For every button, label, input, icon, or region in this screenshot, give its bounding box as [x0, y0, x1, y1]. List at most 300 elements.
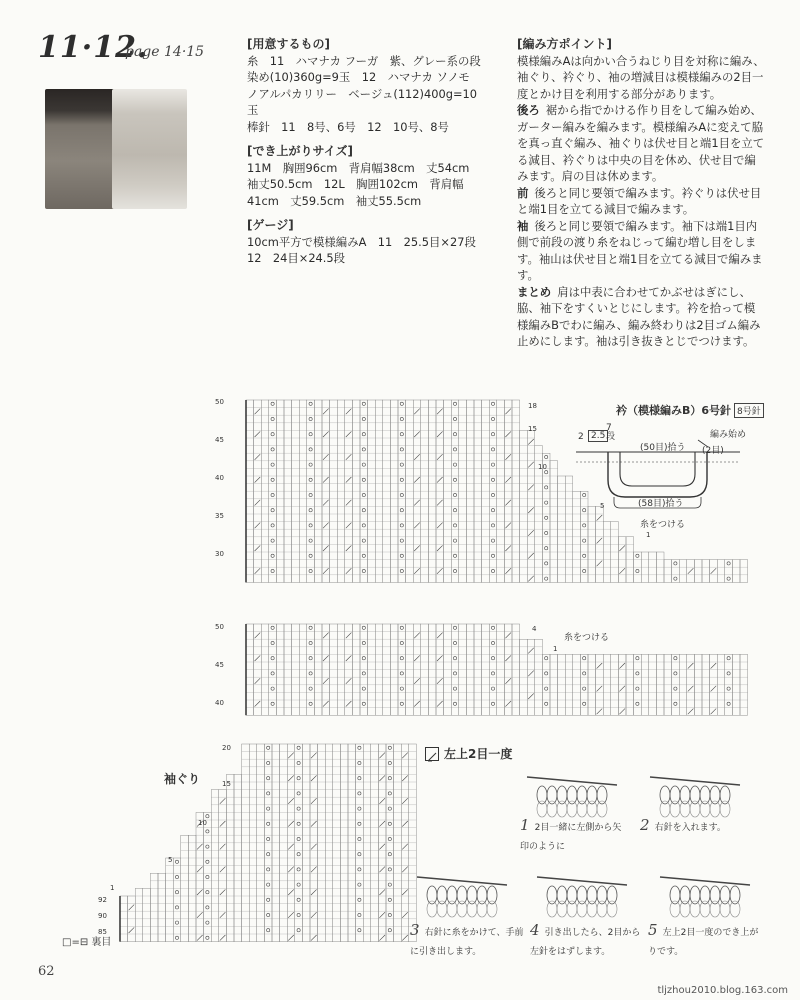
- stitch-mark: [453, 478, 456, 481]
- stitch-mark: [636, 687, 639, 690]
- stitch-mark: [505, 431, 511, 437]
- knit-loop: [577, 901, 587, 917]
- stitch-mark: [437, 477, 443, 483]
- stitch-mark: [727, 657, 730, 660]
- step-text: 右針に糸をかけて、手前に引き出します。: [410, 928, 524, 957]
- stitch-mark: [311, 889, 317, 895]
- stitch-mark: [323, 431, 329, 437]
- right-label: 18: [528, 402, 537, 410]
- stitch-mark: [505, 568, 511, 574]
- stitch-mark: [453, 626, 456, 629]
- stitch-mark: [271, 524, 274, 527]
- stitch-mark: [437, 678, 443, 684]
- stitch-mark: [453, 672, 456, 675]
- stitch-mark: [346, 523, 352, 529]
- knit-loop: [710, 901, 720, 917]
- stitch-mark: [545, 501, 548, 504]
- stitch-mark: [358, 868, 361, 871]
- step-text: 2目一緒に左側から矢印のように: [520, 823, 622, 852]
- left-label: 92: [98, 896, 107, 904]
- stitch-mark: [402, 889, 408, 895]
- row-label: 40: [215, 699, 224, 707]
- stitch-mark: [437, 655, 443, 661]
- row-label: 50: [215, 398, 224, 406]
- stitch-mark: [400, 626, 403, 629]
- stitch-mark: [528, 648, 534, 654]
- pattern-number: 11·12.: [38, 30, 149, 65]
- stitch-mark: [358, 913, 361, 916]
- right-label: 4: [532, 625, 537, 633]
- row-label: 45: [215, 436, 224, 444]
- stitch-mark: [220, 889, 226, 895]
- grid-column: [166, 858, 174, 942]
- stitch-mark: [362, 672, 365, 675]
- knit-loop: [467, 901, 477, 917]
- stitch-mark: [727, 562, 730, 565]
- stitch-mark: [297, 822, 300, 825]
- row-label: 45: [215, 661, 224, 669]
- chart2-note: 糸をつける: [564, 633, 610, 643]
- stitch-mark: [362, 402, 365, 405]
- stitch-mark: [528, 693, 534, 699]
- stitch-mark: [545, 687, 548, 690]
- stitch-mark: [323, 655, 329, 661]
- stitch-mark: [545, 657, 548, 660]
- left-label: 85: [98, 928, 107, 936]
- stitch-mark: [388, 883, 391, 886]
- stitch-mark: [267, 929, 270, 932]
- stitch-mark: [362, 626, 365, 629]
- stitch-mark: [400, 463, 403, 466]
- stitch-mark: [453, 569, 456, 572]
- stitch-mark: [267, 746, 270, 749]
- stitch-mark: [346, 409, 352, 415]
- stitch-mark: [362, 657, 365, 660]
- stitch-mark: [402, 821, 408, 827]
- stitch-mark: [362, 569, 365, 572]
- stitch-mark: [674, 687, 677, 690]
- stitch-mark: [597, 709, 603, 715]
- stitch-mark: [267, 853, 270, 856]
- stitch-mark: [491, 641, 494, 644]
- stitch-mark: [400, 493, 403, 496]
- grid-column: [702, 560, 710, 583]
- size-line: 袖丈50.5cm 12L 胸囲102cm 背肩幅: [247, 177, 464, 191]
- point-text: 後ろと同じ要領で編みます。衿ぐりは伏せ目と端1目を立てる減目で編みます。: [517, 185, 762, 216]
- stitch-mark: [636, 672, 639, 675]
- stitch-mark: [636, 554, 639, 557]
- stitch-mark: [597, 686, 603, 692]
- stitch-mark: [346, 431, 352, 437]
- stitch-mark: [583, 524, 586, 527]
- stitch-mark: [267, 898, 270, 901]
- knit-loop: [700, 901, 710, 917]
- stitch-mark: [309, 509, 312, 512]
- stitch-guide-heading: 左上2目一度: [444, 747, 513, 761]
- knit-loop: [720, 901, 730, 917]
- stitch-mark: [255, 477, 261, 483]
- stitch-mark: [255, 701, 261, 707]
- stitch-mark: [297, 761, 300, 764]
- stitch-mark: [255, 523, 261, 529]
- stitch-mark: [453, 641, 456, 644]
- stitch-mark: [323, 477, 329, 483]
- stitch-mark: [491, 672, 494, 675]
- stitch-mark: [597, 515, 603, 521]
- stitch-mark: [437, 409, 443, 415]
- stitch-mark: [597, 663, 603, 669]
- stitch-mark: [491, 417, 494, 420]
- stitch-mark: [309, 493, 312, 496]
- knit-loop: [547, 901, 557, 917]
- stitch-mark: [311, 753, 317, 759]
- stitch-mark: [271, 702, 274, 705]
- point-key: 袖: [517, 218, 529, 233]
- knit-loop: [447, 901, 457, 917]
- gauge-line: 10cm平方で模様編みA 11 25.5目×27段: [247, 234, 476, 249]
- point-key: 前: [517, 185, 529, 200]
- stitch-mark: [437, 523, 443, 529]
- materials-line: 糸 11 ハマナカ フーガ 紫、グレー系の段: [247, 53, 481, 68]
- row-label: 30: [215, 550, 224, 558]
- stitch-mark: [400, 478, 403, 481]
- stitch-mark: [711, 709, 717, 715]
- stitch-mark: [297, 898, 300, 901]
- stitch-mark: [674, 672, 677, 675]
- stitch-mark: [323, 701, 329, 707]
- grid-column: [196, 812, 204, 941]
- stitch-mark: [688, 709, 694, 715]
- stitch-mark: [379, 912, 385, 918]
- grid-column: [725, 560, 733, 583]
- point-key: 後ろ: [517, 103, 540, 117]
- stitch-mark: [309, 478, 312, 481]
- stitch-mark: [362, 448, 365, 451]
- stitch-mark: [323, 633, 329, 639]
- stitch-mark: [491, 493, 494, 496]
- stitch-mark: [583, 493, 586, 496]
- point-text: 模様編みAは向かい合うねじり目を対称に編み、袖ぐり、衿ぐり、袖の増減目は模様編みの2目一度とかけ目を利用する部分があります。: [517, 53, 765, 101]
- row-label: 35: [215, 512, 224, 520]
- materials-line: ノアルパカリリー ベージュ(112)400g=10: [247, 86, 478, 101]
- stitch-mark: [453, 417, 456, 420]
- stitch-mark: [388, 777, 391, 780]
- grid-column: [732, 560, 740, 583]
- stitch-mark: [379, 935, 385, 941]
- materials-line: 玉: [247, 103, 259, 117]
- stitch-mark: [297, 929, 300, 932]
- stitch-mark: [129, 905, 135, 911]
- grid-column: [542, 453, 550, 582]
- step-2: [640, 815, 750, 834]
- stitch-mark: [636, 657, 639, 660]
- stitch-mark: [505, 633, 511, 639]
- chart3-title: 袖ぐり: [164, 772, 201, 786]
- stitch-mark: [297, 746, 300, 749]
- stitch-mark: [362, 433, 365, 436]
- stitch-mark: [491, 702, 494, 705]
- stitch-mark: [545, 486, 548, 489]
- stitch-mark: [346, 477, 352, 483]
- stitch-mark: [346, 701, 352, 707]
- stitch-mark: [288, 912, 294, 918]
- row-label: 40: [215, 474, 224, 482]
- stitch-mark: [636, 569, 639, 572]
- stitch-mark: [358, 837, 361, 840]
- stitch-mark: [309, 417, 312, 420]
- stitch-mark: [220, 935, 226, 941]
- materials-line: 染め(10)360g=9玉 12 ハマナカ ソノモ: [247, 70, 470, 84]
- stitch-mark: [323, 500, 329, 506]
- step-number: 1: [520, 816, 530, 834]
- stitch-mark: [711, 663, 717, 669]
- stitch-mark: [453, 524, 456, 527]
- stitch-mark: [491, 448, 494, 451]
- stitch-mark: [267, 807, 270, 810]
- stitch-mark: [271, 641, 274, 644]
- stitch-mark: [309, 672, 312, 675]
- stitch-mark: [453, 657, 456, 660]
- stitch-mark: [297, 913, 300, 916]
- grid-column: [150, 873, 158, 941]
- stitch-mark: [309, 463, 312, 466]
- stitch-mark: [583, 554, 586, 557]
- size-line: 41cm 丈59.5cm 袖丈55.5cm: [247, 193, 422, 208]
- stitch-mark: [619, 686, 625, 692]
- materials-line: 棒針 11 8号、6号 12 10号、8号: [247, 119, 449, 134]
- stitch-mark: [674, 577, 677, 580]
- stitch-mark: [453, 433, 456, 436]
- collar-needle-box: 8号針: [734, 403, 764, 418]
- knit-loop: [680, 901, 690, 917]
- stitch-mark: [309, 626, 312, 629]
- stitch-mark: [388, 746, 391, 749]
- stitch-mark: [583, 672, 586, 675]
- stitch-mark: [491, 539, 494, 542]
- stitch-mark: [271, 402, 274, 405]
- stitch-mark: [175, 906, 178, 909]
- stitch-mark: [619, 568, 625, 574]
- stitch-mark: [545, 547, 548, 550]
- stitch-mark: [437, 431, 443, 437]
- stitch-mark: [206, 860, 209, 863]
- stitch-mark: [528, 439, 534, 445]
- stitch-mark: [271, 493, 274, 496]
- stitch-mark: [175, 875, 178, 878]
- stitch-mark: [619, 663, 625, 669]
- stitch-mark: [255, 655, 261, 661]
- stitch-mark: [358, 777, 361, 780]
- stitch-mark: [358, 883, 361, 886]
- stitch-mark: [402, 798, 408, 804]
- stitch-mark: [379, 867, 385, 873]
- stitch-mark: [402, 844, 408, 850]
- grid-column: [173, 858, 181, 942]
- stitch-mark: [583, 657, 586, 660]
- stitch-mark: [271, 433, 274, 436]
- stitch-mark: [388, 868, 391, 871]
- stitch-mark: [267, 883, 270, 886]
- step-5: [648, 920, 760, 958]
- stitch-mark: [346, 454, 352, 460]
- stitch-mark: [388, 898, 391, 901]
- stitch-mark: [402, 935, 408, 941]
- stitch-mark: [358, 929, 361, 932]
- stitch-mark: [505, 523, 511, 529]
- stitch-mark: [388, 837, 391, 840]
- stitch-mark: [402, 912, 408, 918]
- knit-loop: [607, 901, 617, 917]
- stitch-mark: [288, 798, 294, 804]
- stitch-mark: [583, 702, 586, 705]
- stitch-mark: [309, 657, 312, 660]
- stitch-mark: [267, 913, 270, 916]
- stitch-mark: [362, 554, 365, 557]
- stitch-mark: [206, 921, 209, 924]
- stitch-mark: [206, 830, 209, 833]
- stitch-mark: [437, 633, 443, 639]
- step-text: 左上2目一度のでき上がりです。: [648, 928, 759, 957]
- stitch-mark: [220, 821, 226, 827]
- stitch-mark: [220, 798, 226, 804]
- stitch-mark: [453, 687, 456, 690]
- points-heading: [編み方ポイント]: [517, 37, 612, 51]
- chart-neckline-front: [246, 624, 748, 715]
- stitch-mark: [197, 889, 203, 895]
- knitting-needle: [417, 877, 507, 885]
- stitch-mark: [311, 867, 317, 873]
- stitch-mark: [453, 463, 456, 466]
- knit-loop: [690, 901, 700, 917]
- knitting-needle: [537, 877, 627, 885]
- stitch-mark: [323, 523, 329, 529]
- stitch-mark: [545, 672, 548, 675]
- step-number: 2: [640, 816, 650, 834]
- stitch-mark: [400, 539, 403, 542]
- knit-loop: [730, 901, 740, 917]
- stitch-mark: [362, 463, 365, 466]
- stitch-mark: [255, 545, 261, 551]
- stitch-mark: [400, 417, 403, 420]
- stitch-mark: [271, 539, 274, 542]
- knit-loop: [670, 901, 680, 917]
- stitch-mark: [271, 554, 274, 557]
- stitch-mark: [271, 687, 274, 690]
- stitch-mark: [597, 538, 603, 544]
- stitch-mark: [346, 655, 352, 661]
- row-label: 50: [215, 623, 224, 631]
- grid-column: [672, 560, 680, 583]
- stitch-mark: [400, 687, 403, 690]
- knit-loop: [437, 901, 447, 917]
- stitch-mark: [711, 568, 717, 574]
- stitch-mark: [358, 761, 361, 764]
- stitch-mark: [309, 687, 312, 690]
- knit-loop: [587, 901, 597, 917]
- stitch-mark: [309, 524, 312, 527]
- stitch-mark: [505, 454, 511, 460]
- stitch-mark: [255, 568, 261, 574]
- chart-neckline-back: [246, 400, 748, 582]
- grid-column: [158, 873, 166, 941]
- stitch-mark: [400, 569, 403, 572]
- step-text: 引き出したら、2目から左針をはずします。: [530, 928, 641, 957]
- stitch-mark: [491, 402, 494, 405]
- stitch-mark: [362, 524, 365, 527]
- stitch-mark: [309, 569, 312, 572]
- stitch-mark: [220, 844, 226, 850]
- stitch-mark: [491, 478, 494, 481]
- stitch-mark: [414, 523, 420, 529]
- stitch-mark: [619, 709, 625, 715]
- stitch-mark: [311, 775, 317, 781]
- stitch-mark: [491, 569, 494, 572]
- stitch-mark: [297, 868, 300, 871]
- knit-loop: [477, 901, 487, 917]
- stitch-mark: [545, 531, 548, 534]
- stitch-mark: [414, 454, 420, 460]
- stitch-mark: [545, 702, 548, 705]
- stitch-mark: [453, 509, 456, 512]
- stitch-mark: [727, 702, 730, 705]
- step-number: 4: [530, 921, 540, 939]
- stitch-mark: [388, 929, 391, 932]
- stitch-mark: [346, 568, 352, 574]
- grid-column: [664, 560, 672, 583]
- stitch-mark: [271, 509, 274, 512]
- stitch-mark: [505, 678, 511, 684]
- row-label: 20: [222, 744, 231, 752]
- stitch-mark: [379, 844, 385, 850]
- stitch-mark: [491, 433, 494, 436]
- stitch-mark: [528, 553, 534, 559]
- stitch-mark: [400, 672, 403, 675]
- right-label: 1: [553, 645, 558, 653]
- stitch-mark: [453, 702, 456, 705]
- stitch-mark: [255, 500, 261, 506]
- stitch-mark: [491, 463, 494, 466]
- stitch-mark: [346, 633, 352, 639]
- stitch-mark: [175, 860, 178, 863]
- stitch-mark: [129, 927, 135, 933]
- point-text: 肩は中表に合わせてかぶせはぎにし、脇、袖下をすくいとじにします。衿を拾って模様編みBでわに編み、編み終わりは2目ゴム編み止めにします。袖は引き抜きとじでつけます。: [517, 284, 761, 348]
- stitch-mark: [414, 545, 420, 551]
- knitting-needle: [527, 777, 617, 785]
- stitch-mark: [271, 626, 274, 629]
- stitch-mark: [491, 509, 494, 512]
- stitch-mark: [346, 545, 352, 551]
- stitch-mark: [437, 701, 443, 707]
- stitch-mark: [583, 509, 586, 512]
- collar-start-label: 編み始め: [710, 430, 747, 440]
- stitch-mark: [400, 448, 403, 451]
- stitch-mark: [197, 867, 203, 873]
- point-key: まとめ: [517, 284, 552, 299]
- stitch-mark: [619, 545, 625, 551]
- stitch-mark: [400, 433, 403, 436]
- stitch-mark: [437, 454, 443, 460]
- stitch-mark: [323, 454, 329, 460]
- step-4: [530, 920, 642, 958]
- stitch-mark: [323, 545, 329, 551]
- stitch-mark: [414, 409, 420, 415]
- stitch-mark: [255, 409, 261, 415]
- stitch-mark: [491, 657, 494, 660]
- stitch-mark: [267, 761, 270, 764]
- stitch-mark: [583, 687, 586, 690]
- stitch-mark: [206, 875, 209, 878]
- stitch-mark: [297, 853, 300, 856]
